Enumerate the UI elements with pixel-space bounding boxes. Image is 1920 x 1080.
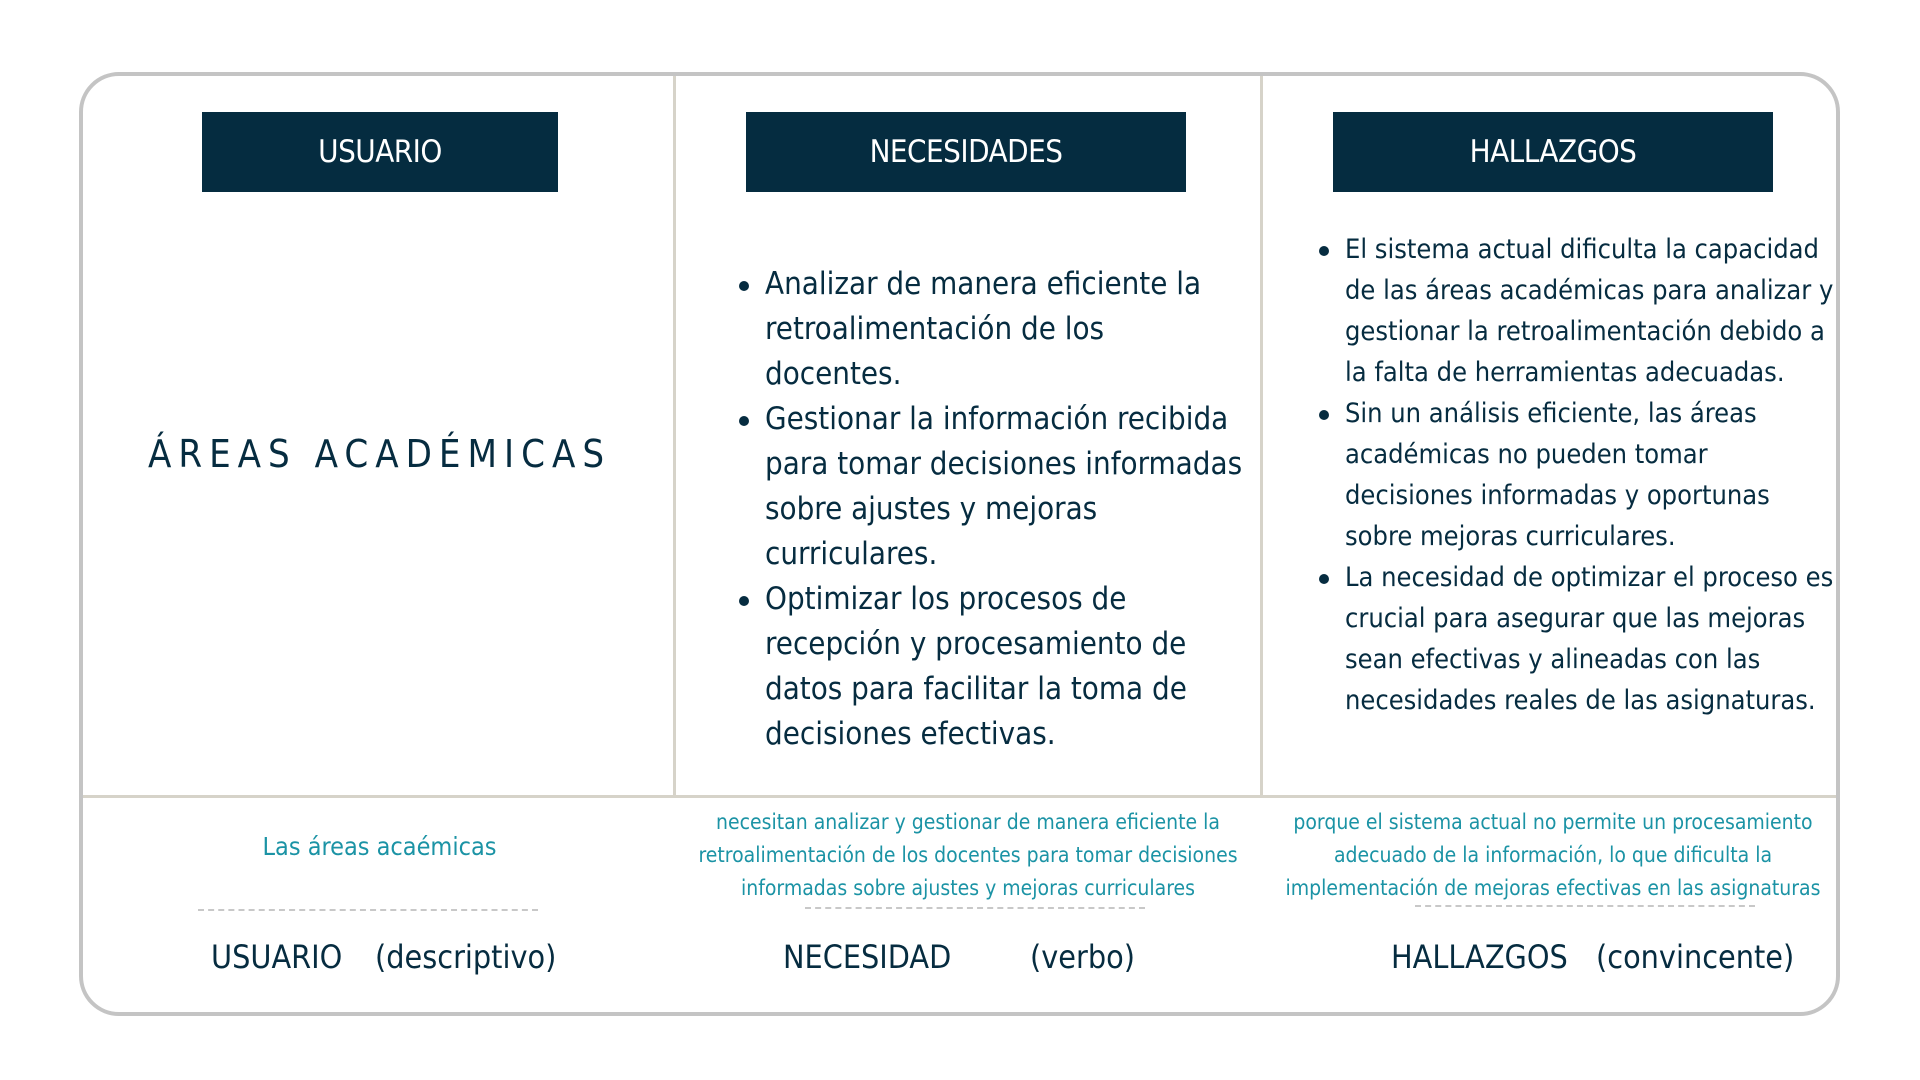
header-hallazgos: HALLAZGOS xyxy=(1333,112,1773,192)
footer-usuario-hint: (descriptivo) xyxy=(375,938,557,976)
column-divider-2 xyxy=(1260,76,1263,796)
footer-necesidad-hint: (verbo) xyxy=(1030,938,1135,976)
row-divider xyxy=(83,795,1836,798)
statement-finding: porque el sistema actual no permite un procesamiento adecuado de la información, lo que dificulta la implementación de mejoras efectivas en las asignaturas xyxy=(1285,810,1821,900)
finding-item: El sistema actual dificulta la capacidad de las áreas académicas para analizar y gestionar la retroalimentación debido a la falta de herramientas adecuadas. xyxy=(1316,229,1836,393)
statement-need: necesitan analizar y gestionar de manera eficiente la retroalimentación de los docentes para tomar decisiones informadas sobre ajustes y mejoras curriculares xyxy=(698,810,1238,900)
finding-item: Sin un análisis eficiente, las áreas académicas no pueden tomar decisiones informadas y oportunas sobre mejoras curriculares. xyxy=(1316,393,1836,557)
footer-necesidad-label: NECESIDAD xyxy=(783,938,952,976)
need-item: Analizar de manera eficiente la retroalimentación de los docentes. xyxy=(736,262,1246,397)
footer-hallazgos-hint: (convincente) xyxy=(1596,938,1795,976)
header-necesidades: NECESIDADES xyxy=(746,112,1186,192)
need-dash-line xyxy=(805,907,1145,909)
needs-list xyxy=(736,262,1246,757)
finding-item: La necesidad de optimizar el proceso es crucial para asegurar que las mejoras sean efectivas y alineadas con las necesidades reales de las asignaturas. xyxy=(1316,557,1836,721)
header-usuario: USUARIO xyxy=(202,112,558,192)
need-item: Optimizar los procesos de recepción y procesamiento de datos para facilitar la toma de decisiones efectivas. xyxy=(736,577,1246,757)
statement-user: Las áreas acaémicas xyxy=(262,832,497,861)
need-item: Gestionar la información recibida para tomar decisiones informadas sobre ajustes y mejoras curriculares. xyxy=(736,397,1246,577)
footer-usuario-label: USUARIO xyxy=(211,938,343,976)
footer-hallazgos-label: HALLAZGOS xyxy=(1391,938,1568,976)
point-of-view-board xyxy=(79,72,1840,1016)
user-dash-line xyxy=(198,909,538,911)
finding-dash-line xyxy=(1415,905,1755,907)
user-title: ÁREAS ACADÉMICAS xyxy=(147,432,612,476)
findings-list xyxy=(1316,229,1836,721)
